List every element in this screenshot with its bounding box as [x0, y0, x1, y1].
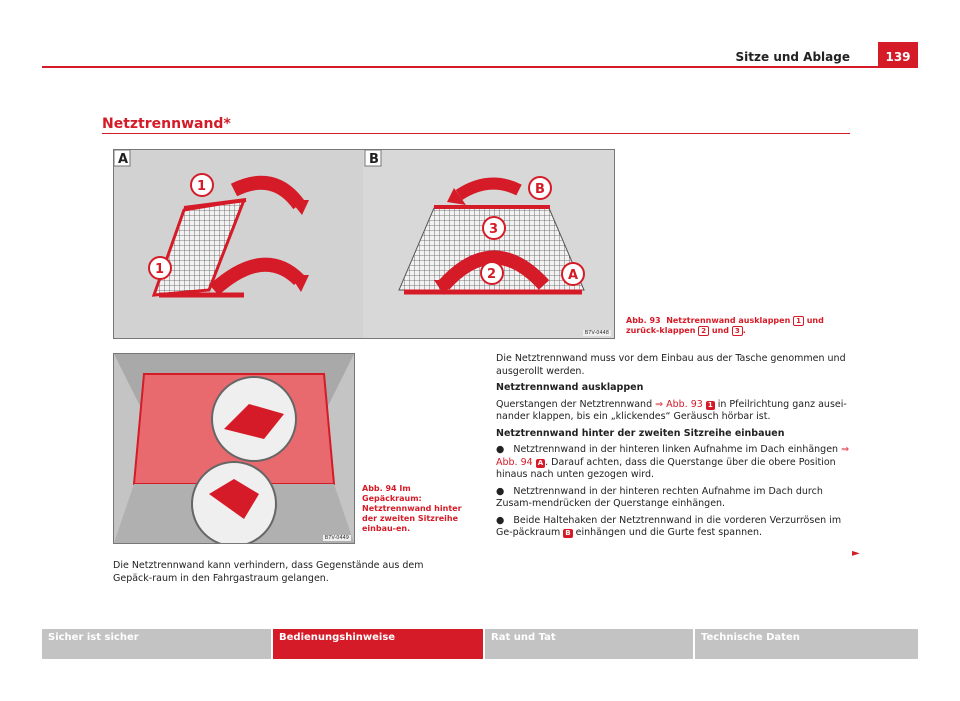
bullet-3: ● Beide Haltehaken der Netztrennwand in die vorderen Verzurrösen im Ge-päckraum B einhängen und die Gurte fest spannen. [496, 514, 842, 538]
paragraph-ausklappen [496, 399, 858, 424]
figure-93 [113, 149, 615, 339]
bullet-1: ● Netztrennwand in der hinteren linken Aufnahme im Dach einhängen ⇒ Abb. 94 A . Darauf achten, dass die Querstange über die obere Position hinaus nach unten gezogen wird. [496, 444, 850, 480]
caption-93-end: . [742, 326, 746, 335]
bullet-2: ● Netztrennwand in der hinteren rechten Aufnahme im Dach durch Zusam-mendrücken der Querstange einhängen. [496, 485, 823, 509]
section-title: Netztrennwand* [102, 116, 231, 132]
marker-a-1-top: 1 [197, 179, 207, 194]
p1-text-b: in Pfeilrichtung ganz ausei-nander klappen, bis ein „klickendes“ Geräusch hörbar ist. [496, 398, 847, 422]
figure-94-illustration [114, 354, 354, 543]
footer-tab-rat-und-tat[interactable]: Rat und Tat [485, 629, 693, 659]
bullet-2-text: Netztrennwand in der hinteren rechten Aufnahme im Dach durch Zusam-mendrücken der Querstange einhängen. [496, 485, 823, 509]
bullet-3-text-b: einhängen und die Gurte fest spannen. [575, 527, 763, 538]
subheading-ausklappen: Netztrennwand ausklappen [496, 382, 644, 393]
figure-94-caption: Abb. 94 Im Gepäckraum: Netztrennwand hinter der zweiten Sitzreihe einbau-en. [362, 484, 462, 533]
bullet-3-text-a: Beide Haltehaken der Netztrennwand in die vorderen Verzurrösen im Ge-päckraum [496, 514, 842, 538]
marker-b-2: 2 [487, 267, 497, 282]
footer-tab-bedienungshinweise[interactable]: Bedienungshinweise [273, 629, 483, 659]
subheading-einbauen: Netztrennwand hinter der zweiten Sitzreihe einbauen [496, 427, 785, 439]
link-abb-93[interactable]: ⇒ Abb. 93 [655, 398, 703, 410]
badge-A: A [537, 458, 544, 467]
figure-93-caption [626, 316, 856, 336]
marker-b-A: A [568, 268, 579, 283]
figure-93-code: B7V-0448 [584, 330, 609, 336]
bullet-1-text-a: Netztrennwand in der hinteren linken Aufnahme im Dach einhängen [513, 444, 839, 455]
figure-94 [113, 353, 355, 544]
intro-paragraph: Die Netztrennwand muss vor dem Einbau aus der Tasche genommen und ausgerollt werden. [496, 353, 846, 377]
footer-tab-sicher[interactable]: Sicher ist sicher [42, 629, 271, 659]
caption-93-and: und [711, 326, 730, 335]
caption-93-prefix: Abb. 93 [626, 316, 661, 325]
badge-1: 1 [707, 400, 713, 409]
header-rule [42, 66, 918, 68]
continue-arrow-icon: ► [852, 548, 860, 559]
link-abb-94[interactable]: ⇒ Abb. 94 [496, 444, 850, 468]
caption-93-badge-1: 1 [793, 316, 804, 326]
badge-B: B [565, 529, 571, 537]
bullet-1-text-b: . Darauf achten, dass die Querstange über die obere Position hinaus nach unten gezogen wird. [496, 456, 836, 480]
running-header-title: Sitze und Ablage [735, 50, 850, 64]
marker-b-B: B [535, 182, 545, 197]
caption-93-badge-3: 3 [732, 326, 743, 336]
right-column [496, 353, 858, 544]
footer-tab-technische-daten[interactable]: Technische Daten [695, 629, 918, 659]
caption-93-badge-2: 2 [698, 326, 709, 336]
caption-93-mid: und zurück-klappen [626, 316, 824, 335]
left-paragraph: Die Netztrennwand kann verhindern, dass Gegenstände aus dem Gepäck-raum in den Fahrgastraum gelangen. [113, 560, 424, 584]
figure-93-illustration [114, 150, 614, 338]
p1-text-a: Querstangen der Netztrennwand [496, 398, 653, 410]
figure-94-code: B7V-0449 [324, 535, 349, 541]
section-rule [102, 133, 850, 134]
marker-b-3: 3 [489, 222, 499, 237]
caption-93-text: Netztrennwand ausklappen [666, 316, 791, 325]
page-number: 139 [878, 42, 918, 68]
panel-a-label: A [118, 152, 129, 167]
marker-a-1-bottom: 1 [155, 262, 165, 277]
panel-b-label: B [369, 152, 379, 167]
